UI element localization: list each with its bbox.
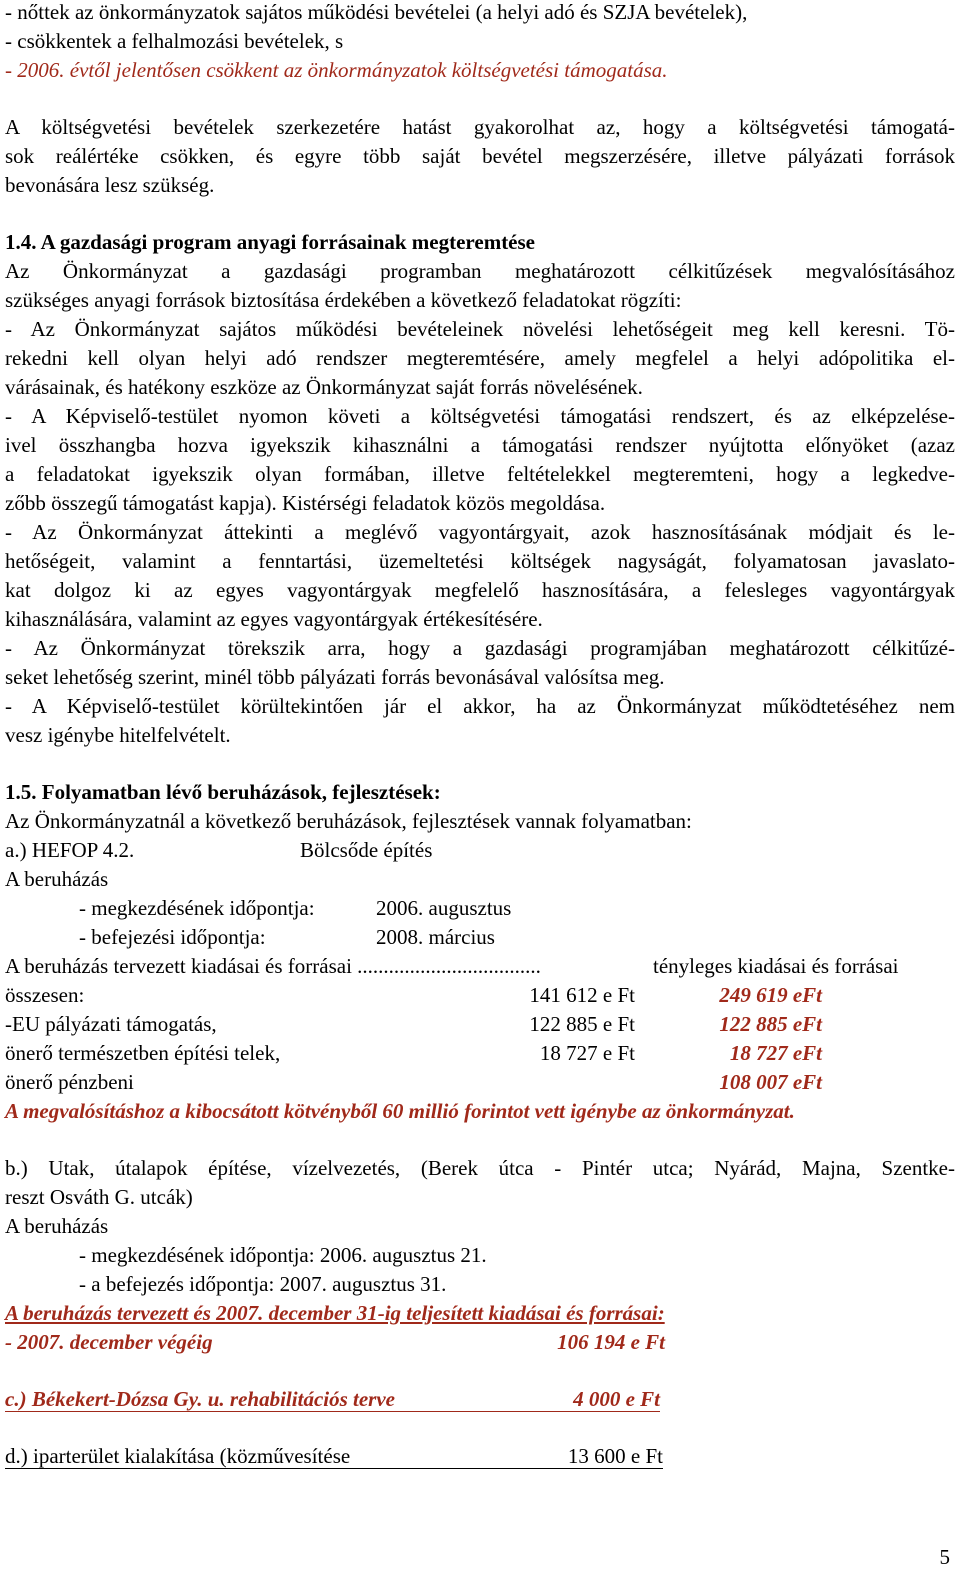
item-a-title: Bölcsőde építés [300,838,433,862]
plan-line: A beruházás tervezett kiadásai és forrásai ................................... [5,954,541,978]
paragraph-line: sok reálértéke csökken, és egyre több saját bevétel megszerzésére, illetve pályázati források [5,144,955,168]
body-line: kat dolgoz ki az egyes vagyontárgyak megfelelő hasznosítására, a felesleges vagyontárgyak [5,578,955,602]
cost-row-label: összesen: [5,983,85,1007]
section-title: Folyamatban lévő beruházások, fejlesztések: [41,780,441,804]
body-line: seket lehetőség szerint, minél több pályázati forrás bevonásával valósítsa meg. [5,665,665,689]
body-line: - Az Önkormányzat áttekinti a meglévő vagyontárgyait, azok hasznosításának módjait és le- [5,520,955,544]
item-d-label: d.) iparterület kialakítása (közművesítése [5,1444,351,1468]
cost-row-label: önerő pénzbeni [5,1070,134,1094]
start-label: - megkezdésének időpontja: [79,896,315,920]
beruhazas-label: A beruházás [5,867,109,891]
body-line: ivel összhangba hozva igyekszik kihasználni a támogatási rendszer nyújtotta előnyöket (azaz [5,433,955,457]
intro-line-3: - 2006. évtől jelentősen csökkent az önkormányzatok költségvetési támogatása. [5,58,668,82]
body-line: kihasználására, valamint az egyes vagyontárgyak értékesítésére. [5,607,543,631]
item-c-row [5,1387,660,1412]
end-value: 2008. március [376,925,495,949]
section-title: A gazdasági program anyagi forrásainak megteremtése [40,230,535,254]
body-line: - A Képviselő-testület körültekintően jár el akkor, ha az Önkormányzat működtetéséhez nem [5,694,955,718]
body-line: - Az Önkormányzat sajátos működési bevételeinek növelési lehetőségeit meg kell keresni. Tö- [5,317,955,341]
body-line: - Az Önkormányzat törekszik arra, hogy a gazdasági programjában meghatározott célkitűzé- [5,636,955,660]
section-heading-1-5 [5,780,441,804]
paragraph-line: bevonására lesz szükség. [5,173,215,197]
body-line: várásainak, és hatékony eszköze az Önkormányzat saját forrás növelésének. [5,375,643,399]
start-line: - megkezdésének időpontja: 2006. augusztus 21. [79,1243,487,1267]
cost-row-planned: 122 885 e Ft [529,1012,635,1036]
cost-row-actual: 108 007 eFt [719,1070,822,1094]
item-d-value: 13 600 e Ft [567,1444,663,1468]
body-line: rekedni kell olyan helyi adó rendszer megteremtésére, amely megfelel a helyi adópolitika el- [5,346,955,370]
body-line: zőbb összegű támogatást kapja). Kistérségi feladatok közös megoldása. [5,491,606,515]
item-c-label: c.) Békekert-Dózsa Gy. u. rehabilitációs terve [5,1387,395,1411]
item-b-row-label: - 2007. december végéig [5,1330,213,1354]
end-line: - a befejezés időpontja: 2007. augusztus 31. [79,1272,447,1296]
section-number: 1.4. [5,230,37,254]
item-b-line-1: b.) Utak, útalapok építése, vízelvezetés, (Berek útca - Pintér utca; Nyárád, Majna, Szentke- [5,1156,955,1180]
actual-label: tényleges kiadásai és forrásai [653,954,899,978]
page-number: 5 [939,1545,950,1569]
intro-line-2: - csökkentek a felhalmozási bevételek, s [5,29,344,53]
intro-line-1: - nőttek az önkormányzatok sajátos működési bevételei (a helyi adó és SZJA bevételek), [5,0,748,24]
section-heading-1-4 [5,230,535,254]
body-line: a feladatokat igyekszik olyan formában, illetve feltételekkel megteremteni, hogy a legkedve- [5,462,955,486]
item-a-label: a.) HEFOP 4.2. [5,838,135,862]
cost-row-planned: 18 727 e Ft [539,1041,635,1065]
paragraph-line: A költségvetési bevételek szerkezetére hatást gyakorolhat az, hogy a költségvetési támogatá- [5,115,955,139]
cost-row-actual: 249 619 eFt [719,983,822,1007]
end-label: - befejezési időpontja: [79,925,266,949]
body-line: szükséges anyagi források biztosítása érdekében a következő feladatokat rögzíti: [5,288,682,312]
section-number: 1.5. [5,780,37,804]
item-b-heading: A beruházás tervezett és 2007. december 31-ig teljesített kiadásai és forrásai: [5,1301,665,1325]
item-b-row-value: 106 194 e Ft [557,1330,665,1354]
bond-note: A megvalósításhoz a kibocsátott kötvényből 60 millió forintot vett igénybe az önkormányzat. [5,1099,795,1123]
body-line: - A Képviselő-testület nyomon követi a költségvetési támogatási rendszert, és az elképzelése- [5,404,955,428]
body-line: Az Önkormányzat a gazdasági programban meghatározott célkitűzések megvalósításához [5,259,955,283]
cost-row-actual: 18 727 eFt [729,1041,822,1065]
body-line: hetőségeit, valamint a fenntartási, üzemeltetési költségek nagyságát, folyamatosan javaslato- [5,549,955,573]
item-b-line-2: reszt Osváth G. utcák) [5,1185,193,1209]
item-c-value: 4 000 e Ft [573,1387,660,1411]
section-intro: Az Önkormányzatnál a következő beruházások, fejlesztések vannak folyamatban: [5,809,692,833]
start-value: 2006. augusztus [376,896,512,920]
cost-row-planned: 141 612 e Ft [529,983,635,1007]
item-d-row [5,1444,663,1469]
cost-row-label: önerő természetben építési telek, [5,1041,281,1065]
beruhazas-label: A beruházás [5,1214,109,1238]
body-line: vesz igénybe hitelfelvételt. [5,723,231,747]
cost-row-label: -EU pályázati támogatás, [5,1012,217,1036]
cost-row-actual: 122 885 eFt [719,1012,822,1036]
